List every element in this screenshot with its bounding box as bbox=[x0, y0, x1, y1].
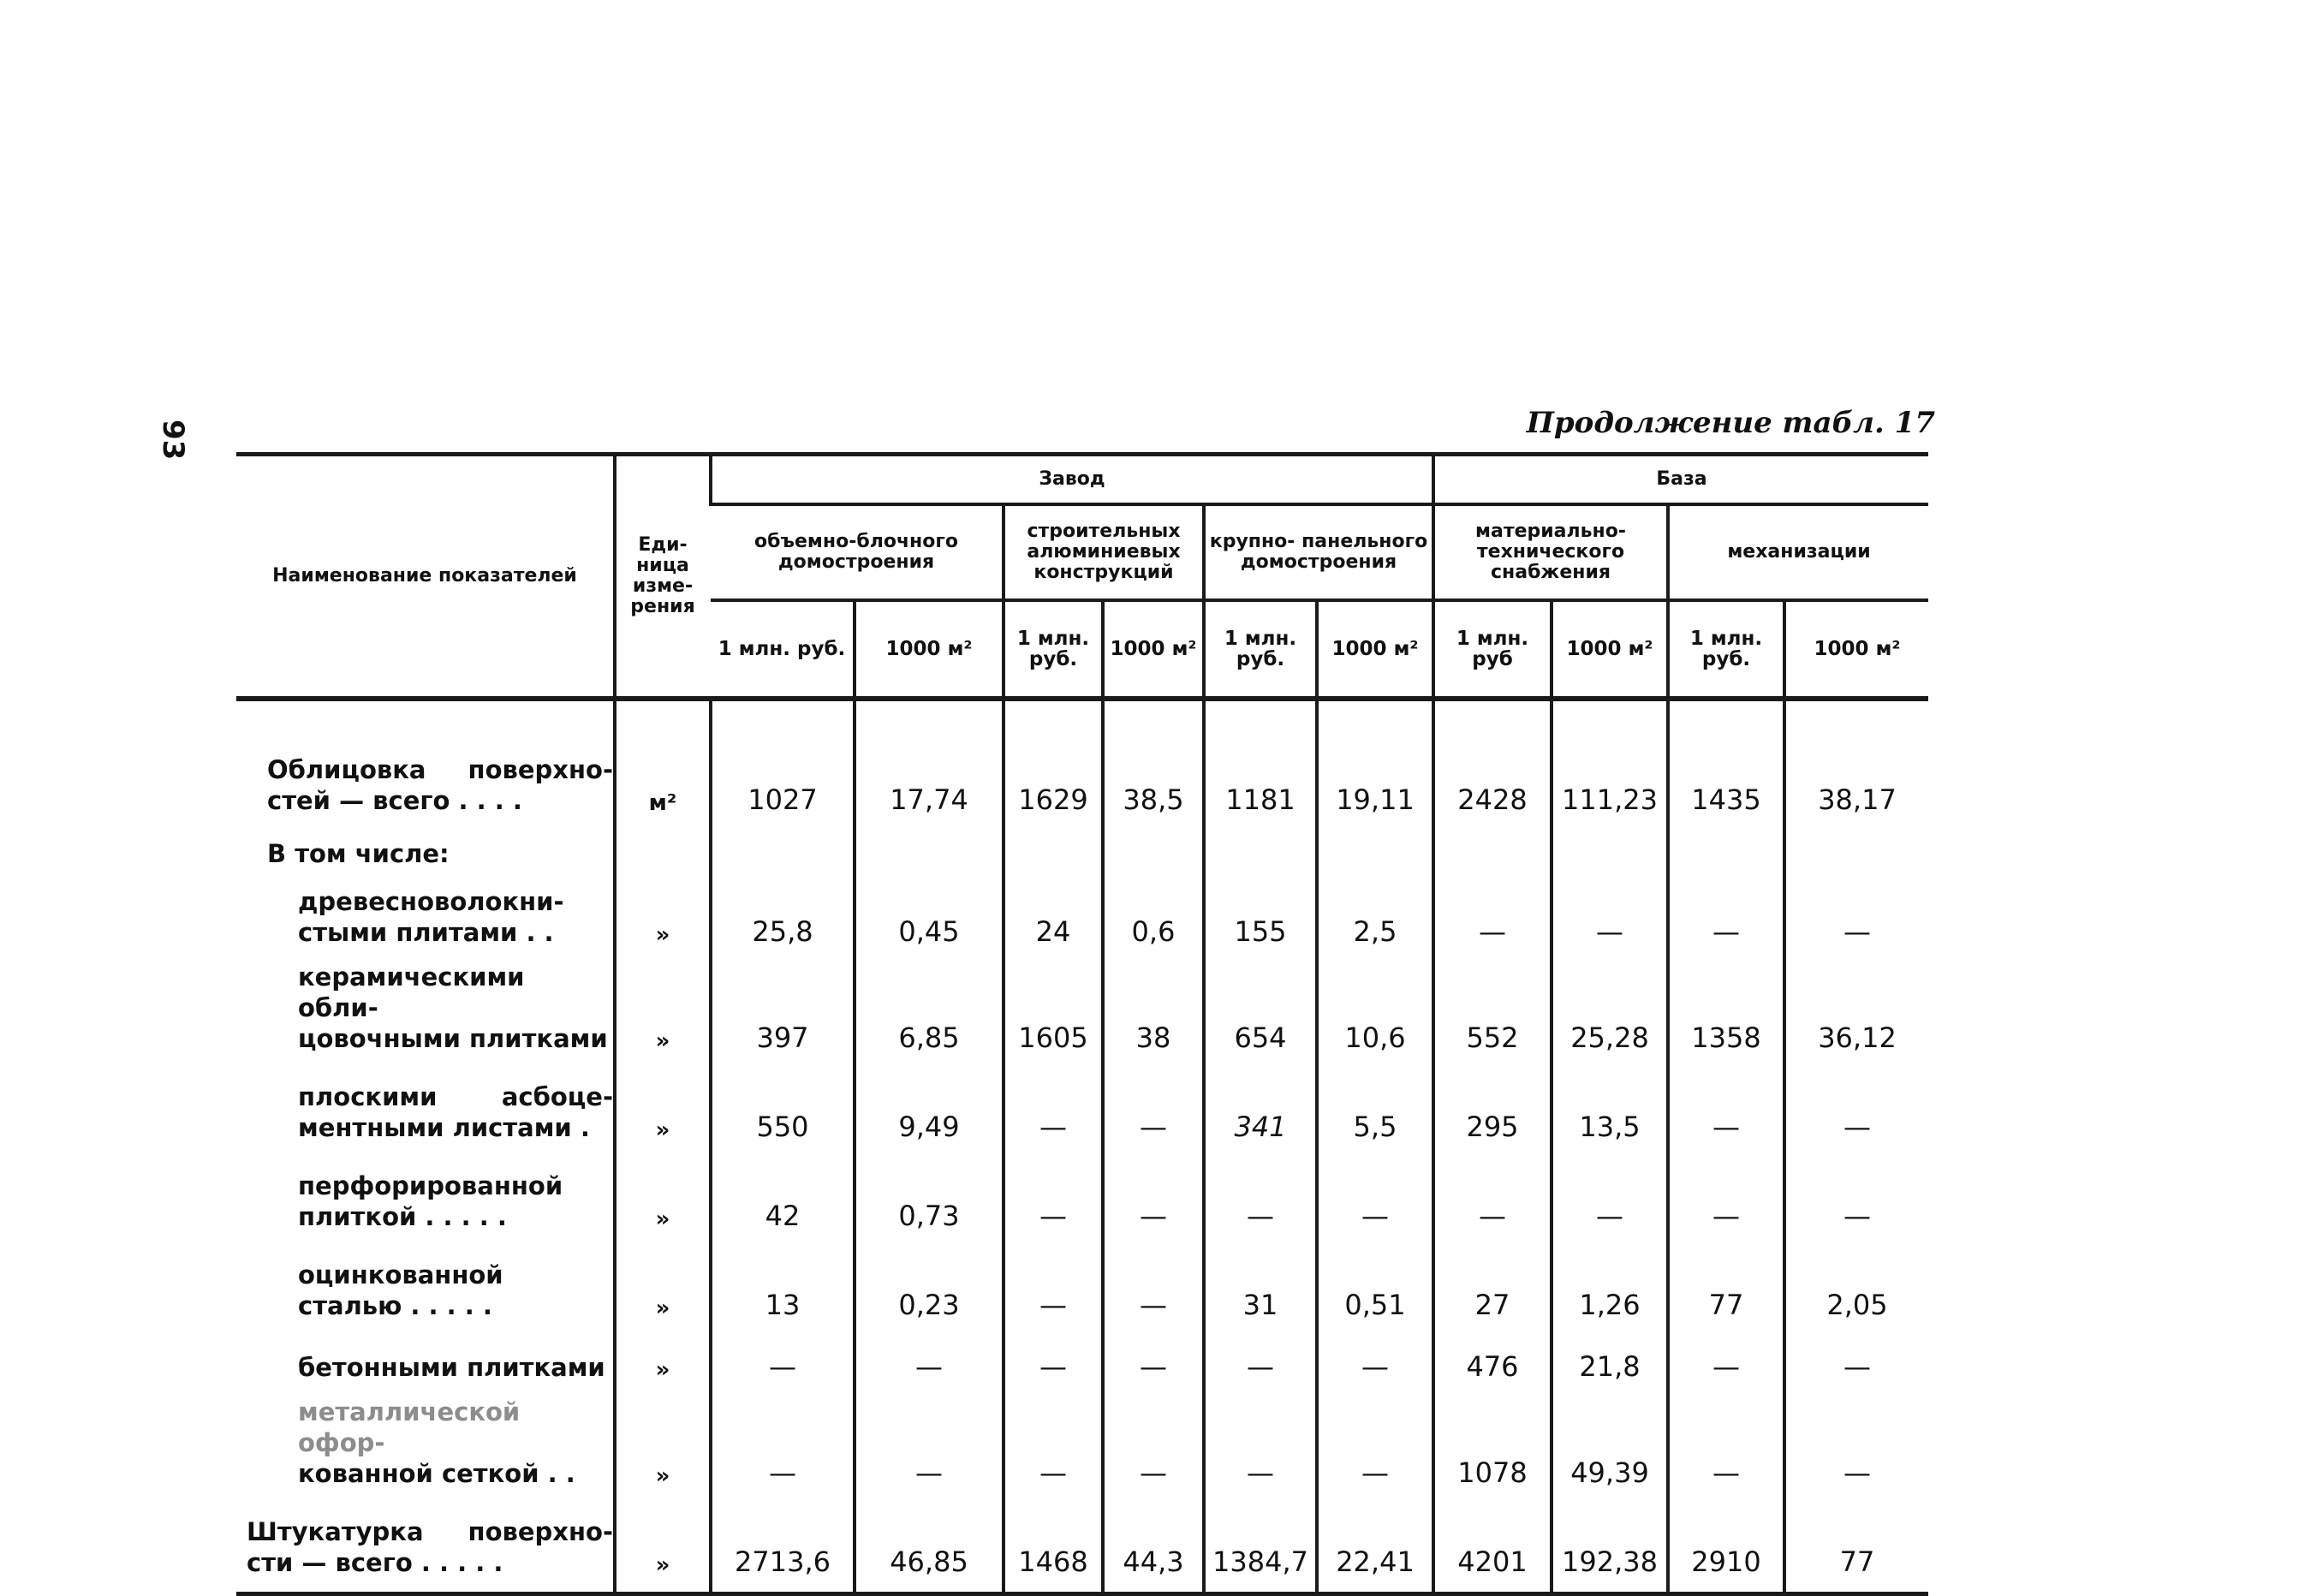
cell: 13 bbox=[711, 1246, 855, 1335]
cell: 5,5 bbox=[1317, 1068, 1433, 1157]
cell: 25,28 bbox=[1552, 962, 1668, 1068]
header-name: Наименование показателей bbox=[236, 455, 615, 700]
row-name: оцинкованной сталью . . . . . bbox=[298, 1260, 503, 1320]
unit-header: 1000 м² bbox=[1784, 600, 1928, 699]
cell: — bbox=[1317, 1335, 1433, 1396]
header-mechanization: механизации bbox=[1668, 504, 1928, 600]
cell: 1435 bbox=[1668, 720, 1784, 830]
cell: 9,49 bbox=[855, 1068, 1004, 1157]
cell: — bbox=[1103, 1157, 1204, 1246]
cell: 550 bbox=[711, 1068, 855, 1157]
cell: — bbox=[1552, 872, 1668, 962]
cell: — bbox=[1784, 1396, 1928, 1503]
cell: — bbox=[1103, 1246, 1204, 1335]
cell: 654 bbox=[1204, 962, 1317, 1068]
table-row bbox=[236, 830, 1928, 872]
table-row bbox=[236, 872, 1928, 962]
header-aluminum: строительных алюминиевых конструкций bbox=[1004, 504, 1204, 600]
cell: — bbox=[1668, 1335, 1784, 1396]
cell: 1468 bbox=[1004, 1503, 1103, 1594]
unit-header: 1 млн. руб. bbox=[1204, 600, 1317, 699]
cell: 1027 bbox=[711, 720, 855, 830]
cell: — bbox=[1433, 1157, 1552, 1246]
row-name: древесноволокни- стыми плитами . . bbox=[298, 887, 564, 947]
cell: 38,17 bbox=[1784, 720, 1928, 830]
row-name: металлической офор- кованной сеткой . . bbox=[298, 1397, 575, 1488]
cell: — bbox=[1103, 1396, 1204, 1503]
cell: 295 bbox=[1433, 1068, 1552, 1157]
cell: 1078 bbox=[1433, 1396, 1552, 1503]
row-unit: » bbox=[615, 1157, 711, 1246]
table-row bbox=[236, 1335, 1928, 1396]
cell: — bbox=[1784, 1157, 1928, 1246]
cell: — bbox=[1204, 1396, 1317, 1503]
cell: — bbox=[1668, 1068, 1784, 1157]
table-row bbox=[236, 1503, 1928, 1594]
unit-header: 1000 м² bbox=[855, 600, 1004, 699]
unit-header: 1 млн. руб. bbox=[711, 600, 855, 699]
data-table bbox=[236, 452, 1928, 1596]
cell: 397 bbox=[711, 962, 855, 1068]
cell: — bbox=[1317, 1396, 1433, 1503]
row-unit: м² bbox=[615, 720, 711, 830]
page-number: 93 bbox=[156, 420, 190, 461]
table-row bbox=[236, 1068, 1928, 1157]
cell: 1629 bbox=[1004, 720, 1103, 830]
cell: — bbox=[1103, 1068, 1204, 1157]
cell: 38 bbox=[1103, 962, 1204, 1068]
cell: 1,26 bbox=[1552, 1246, 1668, 1335]
cell: — bbox=[1784, 1335, 1928, 1396]
row-unit: » bbox=[615, 1335, 711, 1396]
cell: 341 bbox=[1204, 1068, 1317, 1157]
cell: — bbox=[855, 1396, 1004, 1503]
cell: 6,85 bbox=[855, 962, 1004, 1068]
header-unit: Еди- ница изме- рения bbox=[615, 455, 711, 700]
cell: — bbox=[1668, 1157, 1784, 1246]
table-row bbox=[236, 1157, 1928, 1246]
continuation-title: Продолжение табл. 17 bbox=[1526, 406, 1935, 440]
unit-header: 1 млн. руб bbox=[1433, 600, 1552, 699]
cell: — bbox=[711, 1335, 855, 1396]
row-unit: » bbox=[615, 872, 711, 962]
cell: 2910 bbox=[1668, 1503, 1784, 1594]
header-group-factory: Завод bbox=[711, 455, 1433, 505]
unit-header: 1000 м² bbox=[1552, 600, 1668, 699]
row-unit: » bbox=[615, 1503, 711, 1594]
cell: 36,12 bbox=[1784, 962, 1928, 1068]
cell: 0,73 bbox=[855, 1157, 1004, 1246]
cell: 19,11 bbox=[1317, 720, 1433, 830]
row-name: бетонными плитками bbox=[298, 1353, 605, 1382]
cell: 0,51 bbox=[1317, 1246, 1433, 1335]
row-name: Штукатурка поверхно- сти — всего . . . . . bbox=[236, 1503, 615, 1594]
cell: 25,8 bbox=[711, 872, 855, 962]
cell: — bbox=[1784, 1068, 1928, 1157]
unit-header: 1000 м² bbox=[1317, 600, 1433, 699]
cell: — bbox=[855, 1335, 1004, 1396]
cell: 1358 bbox=[1668, 962, 1784, 1068]
cell: — bbox=[1433, 872, 1552, 962]
cell: 31 bbox=[1204, 1246, 1317, 1335]
unit-header: 1000 м² bbox=[1103, 600, 1204, 699]
cell: 4201 bbox=[1433, 1503, 1552, 1594]
cell: 24 bbox=[1004, 872, 1103, 962]
row-subheading: В том числе: bbox=[267, 839, 450, 868]
header-volume-block: объемно-блочного домостроения bbox=[711, 504, 1004, 600]
cell: 192,38 bbox=[1552, 1503, 1668, 1594]
cell: — bbox=[711, 1396, 855, 1503]
cell: 111,23 bbox=[1552, 720, 1668, 830]
cell: 552 bbox=[1433, 962, 1552, 1068]
cell: 22,41 bbox=[1317, 1503, 1433, 1594]
cell: — bbox=[1004, 1157, 1103, 1246]
header-group-base: База bbox=[1433, 455, 1928, 505]
cell: 2428 bbox=[1433, 720, 1552, 830]
cell: — bbox=[1004, 1246, 1103, 1335]
table-row bbox=[236, 1246, 1928, 1335]
cell: 1384,7 bbox=[1204, 1503, 1317, 1594]
cell: 2713,6 bbox=[711, 1503, 855, 1594]
table-row bbox=[236, 1396, 1928, 1503]
row-name: керамическими обли- цовочными плитками bbox=[298, 962, 608, 1053]
cell: — bbox=[1784, 872, 1928, 962]
cell: 17,74 bbox=[855, 720, 1004, 830]
cell: — bbox=[1552, 1157, 1668, 1246]
row-unit: » bbox=[615, 1068, 711, 1157]
table-row bbox=[236, 962, 1928, 1068]
cell: 27 bbox=[1433, 1246, 1552, 1335]
row-name: Облицовка поверхно- стей — всего . . . . bbox=[267, 755, 613, 815]
cell: 42 bbox=[711, 1157, 855, 1246]
cell: 0,23 bbox=[855, 1246, 1004, 1335]
cell: 2,05 bbox=[1784, 1246, 1928, 1335]
header-large-panel: крупно- панельного домостроения bbox=[1204, 504, 1433, 600]
cell: 10,6 bbox=[1317, 962, 1433, 1068]
cell: — bbox=[1204, 1335, 1317, 1396]
row-unit: » bbox=[615, 1246, 711, 1335]
row-unit: » bbox=[615, 1396, 711, 1503]
cell: 0,45 bbox=[855, 872, 1004, 962]
cell: — bbox=[1004, 1335, 1103, 1396]
cell: 1181 bbox=[1204, 720, 1317, 830]
cell: 0,6 bbox=[1103, 872, 1204, 962]
cell: — bbox=[1103, 1335, 1204, 1396]
row-name: перфорированной плиткой . . . . . bbox=[298, 1171, 563, 1231]
cell: 21,8 bbox=[1552, 1335, 1668, 1396]
cell: 49,39 bbox=[1552, 1396, 1668, 1503]
unit-header: 1 млн. руб. bbox=[1004, 600, 1103, 699]
cell: 46,85 bbox=[855, 1503, 1004, 1594]
header-material-supply: материально- технического снабжения bbox=[1433, 504, 1668, 600]
cell: 476 bbox=[1433, 1335, 1552, 1396]
cell: — bbox=[1004, 1396, 1103, 1503]
cell: 38,5 bbox=[1103, 720, 1204, 830]
table-row bbox=[236, 720, 1928, 830]
cell: — bbox=[1317, 1157, 1433, 1246]
cell: 155 bbox=[1204, 872, 1317, 962]
cell: 1605 bbox=[1004, 962, 1103, 1068]
cell: 77 bbox=[1784, 1503, 1928, 1594]
cell: — bbox=[1668, 872, 1784, 962]
cell: 13,5 bbox=[1552, 1068, 1668, 1157]
cell: 44,3 bbox=[1103, 1503, 1204, 1594]
cell: — bbox=[1668, 1396, 1784, 1503]
cell: 77 bbox=[1668, 1246, 1784, 1335]
cell: 2,5 bbox=[1317, 872, 1433, 962]
cell: — bbox=[1004, 1068, 1103, 1157]
row-name: плоскими асбоце- ментными листами . bbox=[298, 1082, 613, 1142]
unit-header: 1 млн. руб. bbox=[1668, 600, 1784, 699]
cell: — bbox=[1204, 1157, 1317, 1246]
row-unit: » bbox=[615, 962, 711, 1068]
